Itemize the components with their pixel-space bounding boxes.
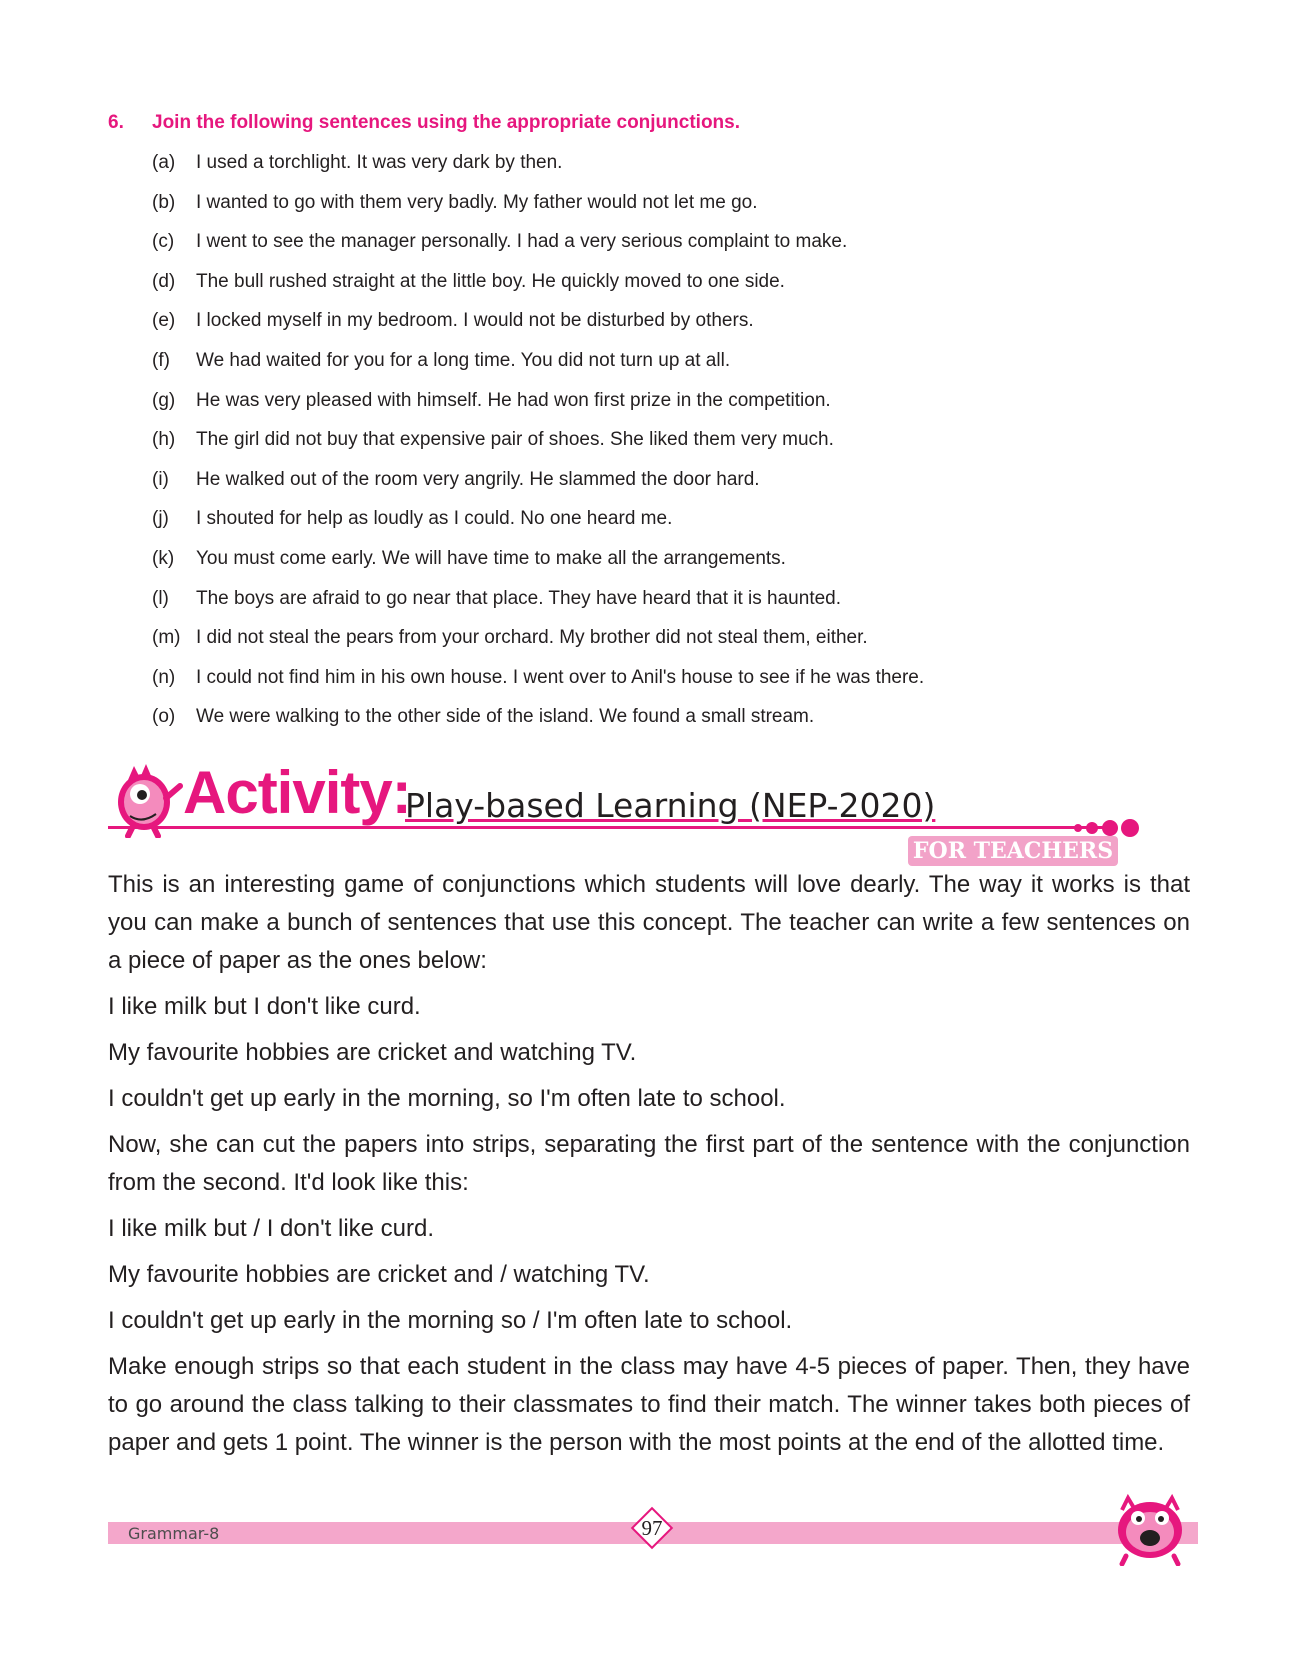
paragraph: My favourite hobbies are cricket and / watching TV. <box>108 1261 650 1288</box>
page-number: 97 <box>641 1516 663 1540</box>
paragraph: I like milk but I don't like curd. <box>108 993 421 1020</box>
for-teachers-badge: FOR TEACHERS <box>908 836 1118 866</box>
list-item: (c) I went to see the manager personally. I had a very serious complaint to make. <box>152 231 848 253</box>
list-item: (e) I locked myself in my bedroom. I would not be disturbed by others. <box>152 310 754 332</box>
paragraph: My favourite hobbies are cricket and watching TV. <box>108 1039 637 1066</box>
paragraph: Make enough strips so that each student in the class may have 4-5 pieces of paper. Then, they have to go around the class talking to their classmates to find their match. The winner takes both pieces of paper and gets 1 point. The winner is the person with the most points at the end of the allotted time. <box>108 1353 1190 1456</box>
list-item: (i) He walked out of the room very angrily. He slammed the door hard. <box>152 468 760 490</box>
paragraph: I like milk but / I don't like curd. <box>108 1215 435 1242</box>
activity-header <box>108 758 1208 873</box>
monster-icon <box>1108 1488 1192 1566</box>
paragraph: This is an interesting game of conjunctions which students will love dearly. The way it works is that you can make a bunch of sentences that use this concept. The teacher can write a few sentences on a piece of paper as the ones below: <box>108 871 1190 974</box>
list-item: (h) The girl did not buy that expensive pair of shoes. She liked them very much. <box>152 429 834 451</box>
list-item: (a) I used a torchlight. It was very dark by then. <box>152 152 563 173</box>
list-item: (n) I could not find him in his own house. I went over to Anil's house to see if he was there. <box>152 666 925 688</box>
activity-subtitle: Play-based Learning (NEP-2020) <box>405 786 936 825</box>
activity-title: Activity: <box>183 759 411 826</box>
question-title: Join the following sentences using the appropriate conjunctions. <box>152 112 740 133</box>
paragraph: Now, she can cut the papers into strips, separating the first part of the sentence with the conjunction from the second. It'd look like this: <box>108 1131 1190 1196</box>
question-number: 6. <box>108 112 124 133</box>
list-item: (g) He was very pleased with himself. He had won first prize in the competition. <box>152 389 831 411</box>
list-item: (f) We had waited for you for a long time. You did not turn up at all. <box>152 349 731 371</box>
list-item: (b) I wanted to go with them very badly. My father would not let me go. <box>152 191 758 213</box>
list-item: (l) The boys are afraid to go near that place. They have heard that it is haunted. <box>152 587 842 609</box>
footer-book-title: Grammar-8 <box>128 1524 220 1543</box>
activity-body <box>108 866 1190 1470</box>
list-item: (o) We were walking to the other side of the island. We found a small stream. <box>152 706 815 728</box>
list-item: (j) I shouted for help as loudly as I could. No one heard me. <box>152 508 673 530</box>
paragraph: I couldn't get up early in the morning so / I'm often late to school. <box>108 1307 793 1334</box>
question-list <box>152 151 924 745</box>
list-item: (m) I did not steal the pears from your orchard. My brother did not steal them, either. <box>152 627 868 649</box>
paragraph: I couldn't get up early in the morning, so I'm often late to school. <box>108 1085 786 1112</box>
question-heading <box>108 112 740 134</box>
list-item: (d) The bull rushed straight at the little boy. He quickly moved to one side. <box>152 270 785 292</box>
activity-rule <box>108 826 1108 829</box>
list-item: (k) You must come early. We will have time to make all the arrangements. <box>152 547 786 569</box>
